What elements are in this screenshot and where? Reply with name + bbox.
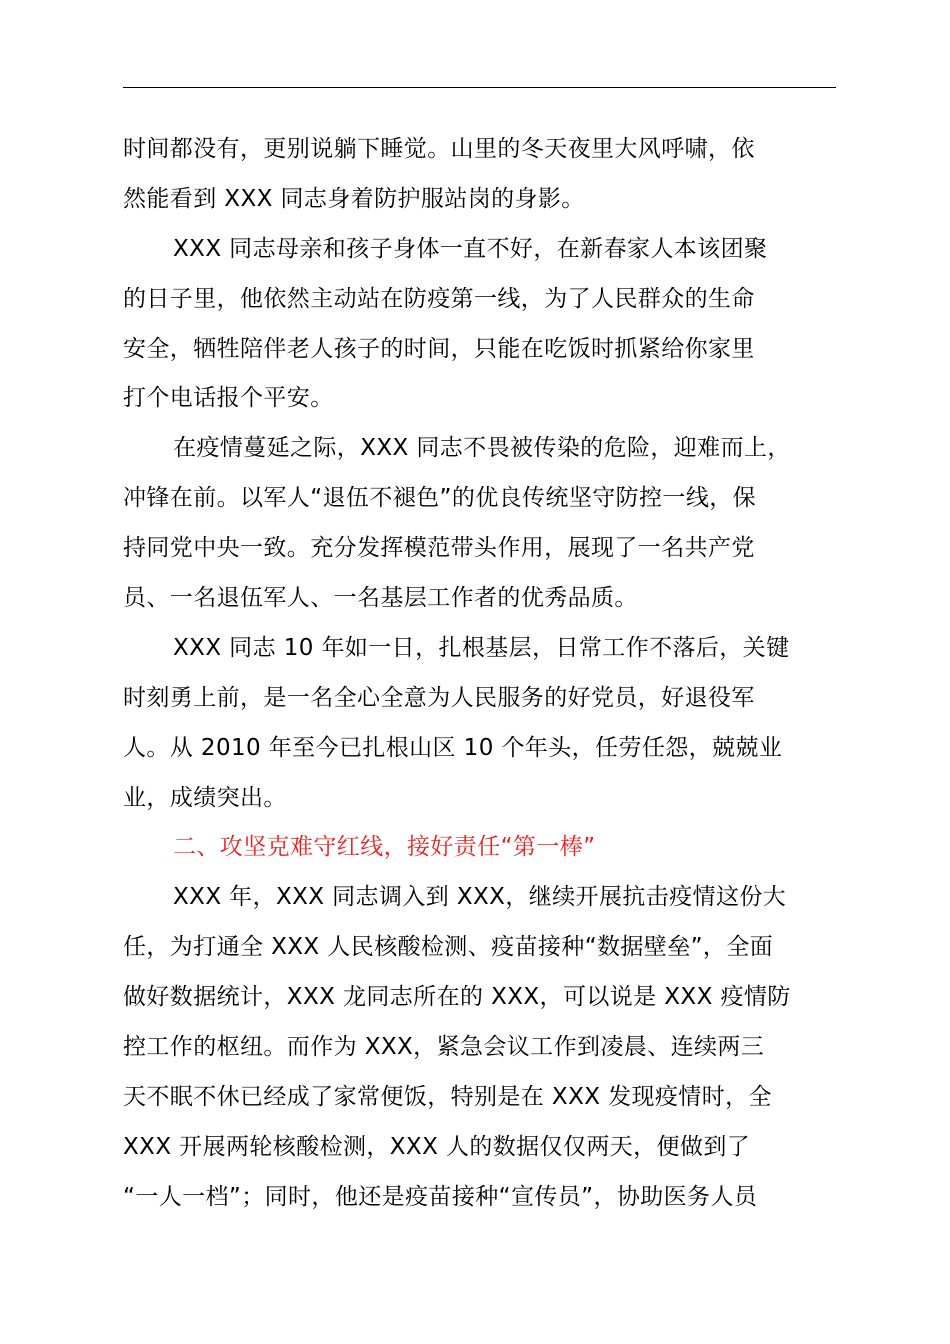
text-line: 在疫情蔓延之际，XXX 同志不畏被传染的危险，迎难而上， — [173, 435, 791, 462]
body-text — [123, 125, 836, 1223]
text-line: “一人一档”；同时，他还是疫苗接种“宣传员”，协助医务人员 — [123, 1183, 758, 1210]
text-line: 然能看到 XXX 同志身着防护服站岗的身影。 — [123, 185, 585, 212]
text-line: 时间都没有，更别说躺下睡觉。山里的冬天夜里大风呼啸，依 — [123, 136, 755, 162]
text-line: 业，成绩突出。 — [123, 784, 287, 811]
text-line: XXX 同志母亲和孩子身体一直不好，在新春家人本该团聚 — [173, 235, 768, 262]
text-line: 时刻勇上前，是一名全心全意为人民服务的好党员，好退役军 — [123, 684, 755, 711]
text-line: 做好数据统计，XXX 龙同志所在的 XXX，可以说是 XXX 疫情防 — [123, 984, 791, 1011]
text-line: 员、一名退伍军人、一名基层工作者的优秀品质。 — [123, 585, 638, 612]
text-line: 安全，牺牲陪伴老人孩子的时间，只能在吃饭时抓紧给你家里 — [123, 335, 755, 362]
text-line: XXX 同志 10 年如一日，扎根基层，日常工作不落后，关键 — [173, 634, 790, 661]
text-line: 人。从 2010 年至今已扎根山区 10 个年头，任劳任怨，兢兢业 — [123, 734, 783, 761]
text-line: 控工作的枢纽。而作为 XXX，紧急会议工作到凌晨、连续两三 — [123, 1034, 765, 1061]
text-line: 的日子里，他依然主动站在防疫第一线，为了人民群众的生命 — [123, 285, 755, 312]
header-rule — [123, 87, 836, 88]
text-line: 打个电话报个平安。 — [123, 385, 334, 412]
section-heading: 二、攻坚克难守红线，接好责任“第一棒” — [173, 834, 596, 861]
text-line: 天不眠不休已经成了家常便饭，特别是在 XXX 发现疫情时，全 — [123, 1083, 772, 1110]
text-line: XXX 年，XXX 同志调入到 XXX，继续开展抗击疫情这份大 — [173, 884, 787, 911]
text-line: XXX 开展两轮核酸检测，XXX 人的数据仅仅两天，便做到了 — [123, 1133, 751, 1160]
text-line: 任，为打通全 XXX 人民核酸检测、疫苗接种“数据壁垒”，全面 — [123, 934, 774, 961]
text-line: 持同党中央一致。充分发挥模范带头作用，展现了一名共产党 — [123, 535, 755, 562]
text-line: 冲锋在前。以军人“退伍不褪色”的优良传统坚守防控一线，保 — [123, 485, 757, 512]
